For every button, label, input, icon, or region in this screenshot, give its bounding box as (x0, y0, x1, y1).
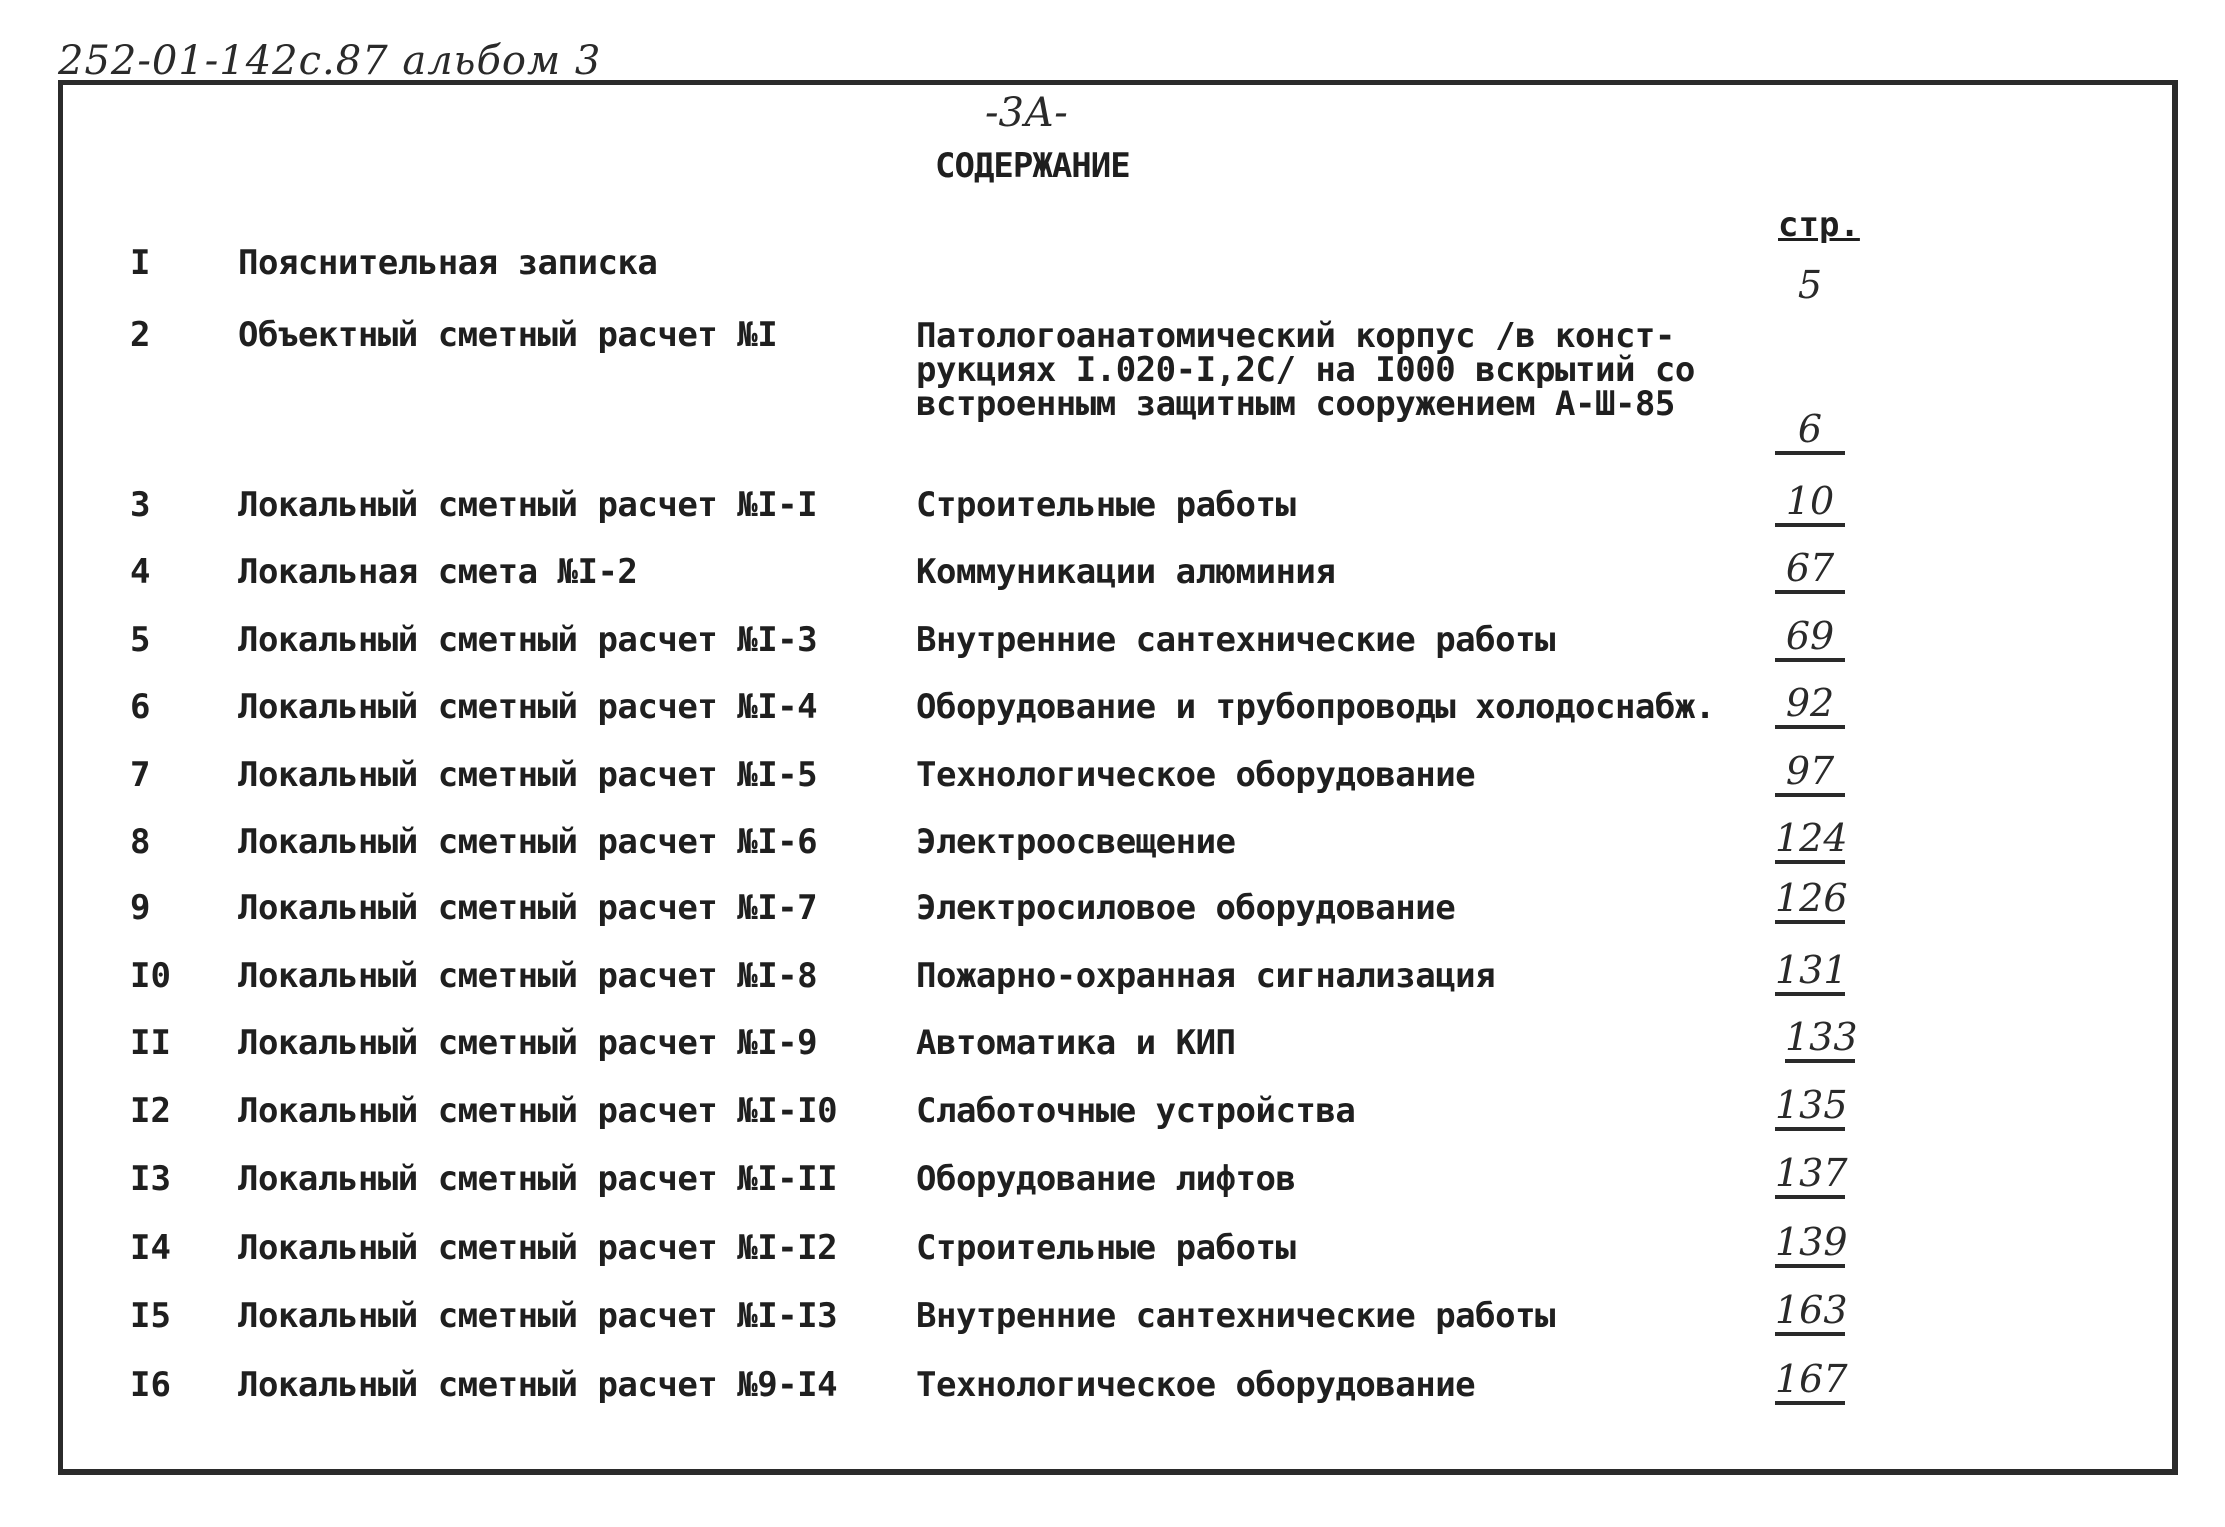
page-ref: 131 (1775, 948, 1845, 996)
document-name: Локальный сметный расчет №I-I0 (238, 1091, 838, 1131)
page-ref: 133 (1785, 1015, 1855, 1063)
document-name: Локальный сметный расчет №I-I2 (238, 1228, 838, 1268)
section-title: Технологическое оборудование (916, 755, 1476, 795)
page-ref: 137 (1775, 1151, 1845, 1199)
document-name: Локальный сметный расчет №I-6 (238, 822, 818, 862)
section-title: Слаботочные устройства (916, 1091, 1356, 1131)
row-number: 4 (130, 552, 151, 592)
section-title: Оборудование лифтов (916, 1159, 1296, 1199)
document-name: Локальный сметный расчет №9-I4 (238, 1365, 838, 1405)
album-reference-note: 252-01-142с.87 альбом 3 (58, 38, 602, 84)
document-name: Локальный сметный расчет №I-I (238, 485, 818, 525)
section-title: Технологическое оборудование (916, 1365, 1476, 1405)
document-name: Локальный сметный расчет №I-9 (238, 1023, 818, 1063)
section-title: Строительные работы (916, 485, 1296, 525)
page-ref: 67 (1775, 546, 1845, 594)
document-name: Локальный сметный расчет №I-4 (238, 687, 818, 727)
section-title: Внутренние сантехнические работы (916, 1296, 1556, 1336)
document-name: Локальный сметный расчет №I-II (238, 1159, 838, 1199)
page-number: -3А- (985, 90, 1068, 136)
page-ref: 97 (1775, 749, 1845, 797)
page-ref: 135 (1775, 1083, 1845, 1131)
document-name: Локальный сметный расчет №I-8 (238, 956, 818, 996)
row-number: I5 (130, 1296, 171, 1336)
page-ref: 10 (1775, 479, 1845, 527)
row-number: I3 (130, 1159, 171, 1199)
row-number: 6 (130, 687, 151, 727)
section-title: Оборудование и трубопроводы холодоснабж. (916, 687, 1715, 727)
page-ref: 167 (1775, 1357, 1845, 1405)
row-number: I0 (130, 956, 171, 996)
page-ref: 126 (1775, 876, 1845, 924)
document-name: Локальный сметный расчет №I-5 (238, 755, 818, 795)
page-ref: 124 (1775, 816, 1845, 864)
section-title: Пожарно-охранная сигнализация (916, 956, 1496, 996)
page-title: СОДЕРЖАНИЕ (935, 146, 1130, 186)
page-ref: 139 (1775, 1220, 1845, 1268)
document-name: Локальная смета №I-2 (238, 552, 638, 592)
row-number: 5 (130, 620, 151, 660)
section-title: Коммуникации алюминия (916, 552, 1336, 592)
page-ref: 5 (1797, 263, 1823, 307)
pages-column-header: стр. (1778, 205, 1860, 245)
page-ref: 6 (1775, 407, 1845, 455)
document-name: Локальный сметный расчет №I-I3 (238, 1296, 838, 1336)
row-number: 8 (130, 822, 151, 862)
document-name: Локальный сметный расчет №I-7 (238, 888, 818, 928)
section-title: Электросиловое оборудование (916, 888, 1456, 928)
row-number: 2 (130, 315, 151, 355)
page-ref: 163 (1775, 1288, 1845, 1336)
row-number: I4 (130, 1228, 171, 1268)
page-ref: 92 (1775, 681, 1845, 729)
section-title: Автоматика и КИП (916, 1023, 1236, 1063)
document-name: Пояснительная записка (238, 243, 658, 283)
section-title: Электроосвещение (916, 822, 1236, 862)
row-number: 3 (130, 485, 151, 525)
page-ref: 69 (1775, 614, 1845, 662)
section-title: Внутренние сантехнические работы (916, 620, 1556, 660)
row-number: I6 (130, 1365, 171, 1405)
row-number: II (130, 1023, 171, 1063)
document-name: Объектный сметный расчет №I (238, 315, 778, 355)
section-title: Строительные работы (916, 1228, 1296, 1268)
row-number: I2 (130, 1091, 171, 1131)
row-number: 7 (130, 755, 151, 795)
section-title: Патологоанатомический корпус /в конст-рукциях I.020-I,2С/ на I000 вскрытий со встроенным защитным сооружением А-Ш-85 (916, 316, 1695, 424)
document-name: Локальный сметный расчет №I-3 (238, 620, 818, 660)
row-number: I (130, 243, 151, 283)
row-number: 9 (130, 888, 151, 928)
